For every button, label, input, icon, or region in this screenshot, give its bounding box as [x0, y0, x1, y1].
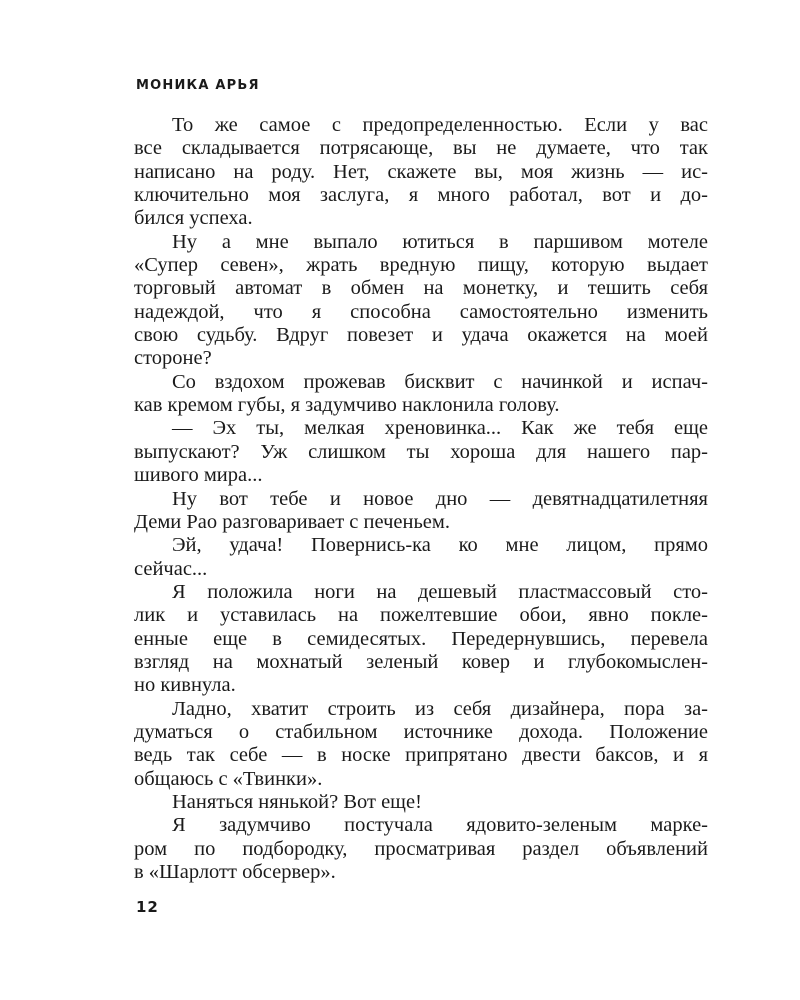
text-line: думаться о стабильном источнике дохода. Положение [134, 720, 708, 743]
text-line: То же самое с предопределенностью. Если у вас [172, 114, 708, 136]
text-line: енные еще в семидесятых. Передернувшись, перевела [134, 627, 708, 650]
text-line: Я задумчиво постучала ядовито-зеленым марке- [172, 814, 708, 837]
text-line: торговый автомат в обмен на монетку, и тешить себя [134, 277, 708, 300]
text-line: надеждой, что я способна самостоятельно изменить [134, 300, 708, 323]
text-line: ведь так себе — в носке припрятано двести баксов, и я [134, 744, 708, 767]
running-head: МОНИКА АРЬЯ [136, 78, 260, 93]
text-line: ром по подбородку, просматривая раздел объявлений [134, 837, 708, 860]
text-line: Деми Рао разговаривает с печеньем. [134, 510, 450, 533]
text-line: кав кремом губы, я задумчиво наклонила голову. [134, 394, 560, 417]
text-line: Эй, удача! Повернись-ка ко мне лицом, прямо [172, 534, 708, 557]
text-line: взгляд на мохнатый зеленый ковер и глубокомыслен- [134, 650, 708, 673]
body-text [134, 114, 708, 884]
text-line: — Эх ты, мелкая хреновинка... Как же тебя еще [172, 417, 708, 440]
text-line: стороне? [134, 347, 212, 370]
text-line: Ладно, хватит строить из себя дизайнера, пора за- [172, 697, 708, 720]
text-line: но кивнула. [134, 674, 236, 697]
text-line: общаюсь с «Твинки». [134, 767, 323, 790]
text-line: в «Шарлотт обсервер». [134, 861, 336, 883]
text-line: написано на роду. Нет, скажете вы, моя жизнь — ис- [134, 160, 708, 183]
text-line: Со вздохом прожевав бисквит с начинкой и испач- [172, 370, 708, 393]
text-line: ключительно моя заслуга, я много работал, вот и до- [134, 184, 708, 207]
text-line: Я положила ноги на дешевый пластмассовый сто- [172, 580, 708, 603]
text-line: свою судьбу. Вдруг повезет и удача окажется на моей [134, 324, 708, 347]
text-line: Ну вот тебе и новое дно — девятнадцатилетняя [172, 487, 708, 510]
text-line: все складывается потрясающе, вы не думаете, что так [134, 137, 708, 160]
text-line: бился успеха. [134, 207, 253, 230]
text-line: шивого мира... [134, 464, 263, 487]
text-line: Ну а мне выпало ютиться в паршивом мотеле [172, 230, 708, 253]
text-line: Наняться нянькой? Вот еще! [172, 790, 422, 813]
text-line: лик и уставилась на пожелтевшие обои, явно покле- [134, 604, 708, 627]
text-line: сейчас... [134, 557, 208, 580]
text-line: выпускают? Уж слишком ты хороша для нашего пар- [134, 440, 708, 463]
page-number: 12 [136, 898, 159, 916]
text-line: «Супер севен», жрать вредную пищу, которую выдает [134, 254, 708, 277]
